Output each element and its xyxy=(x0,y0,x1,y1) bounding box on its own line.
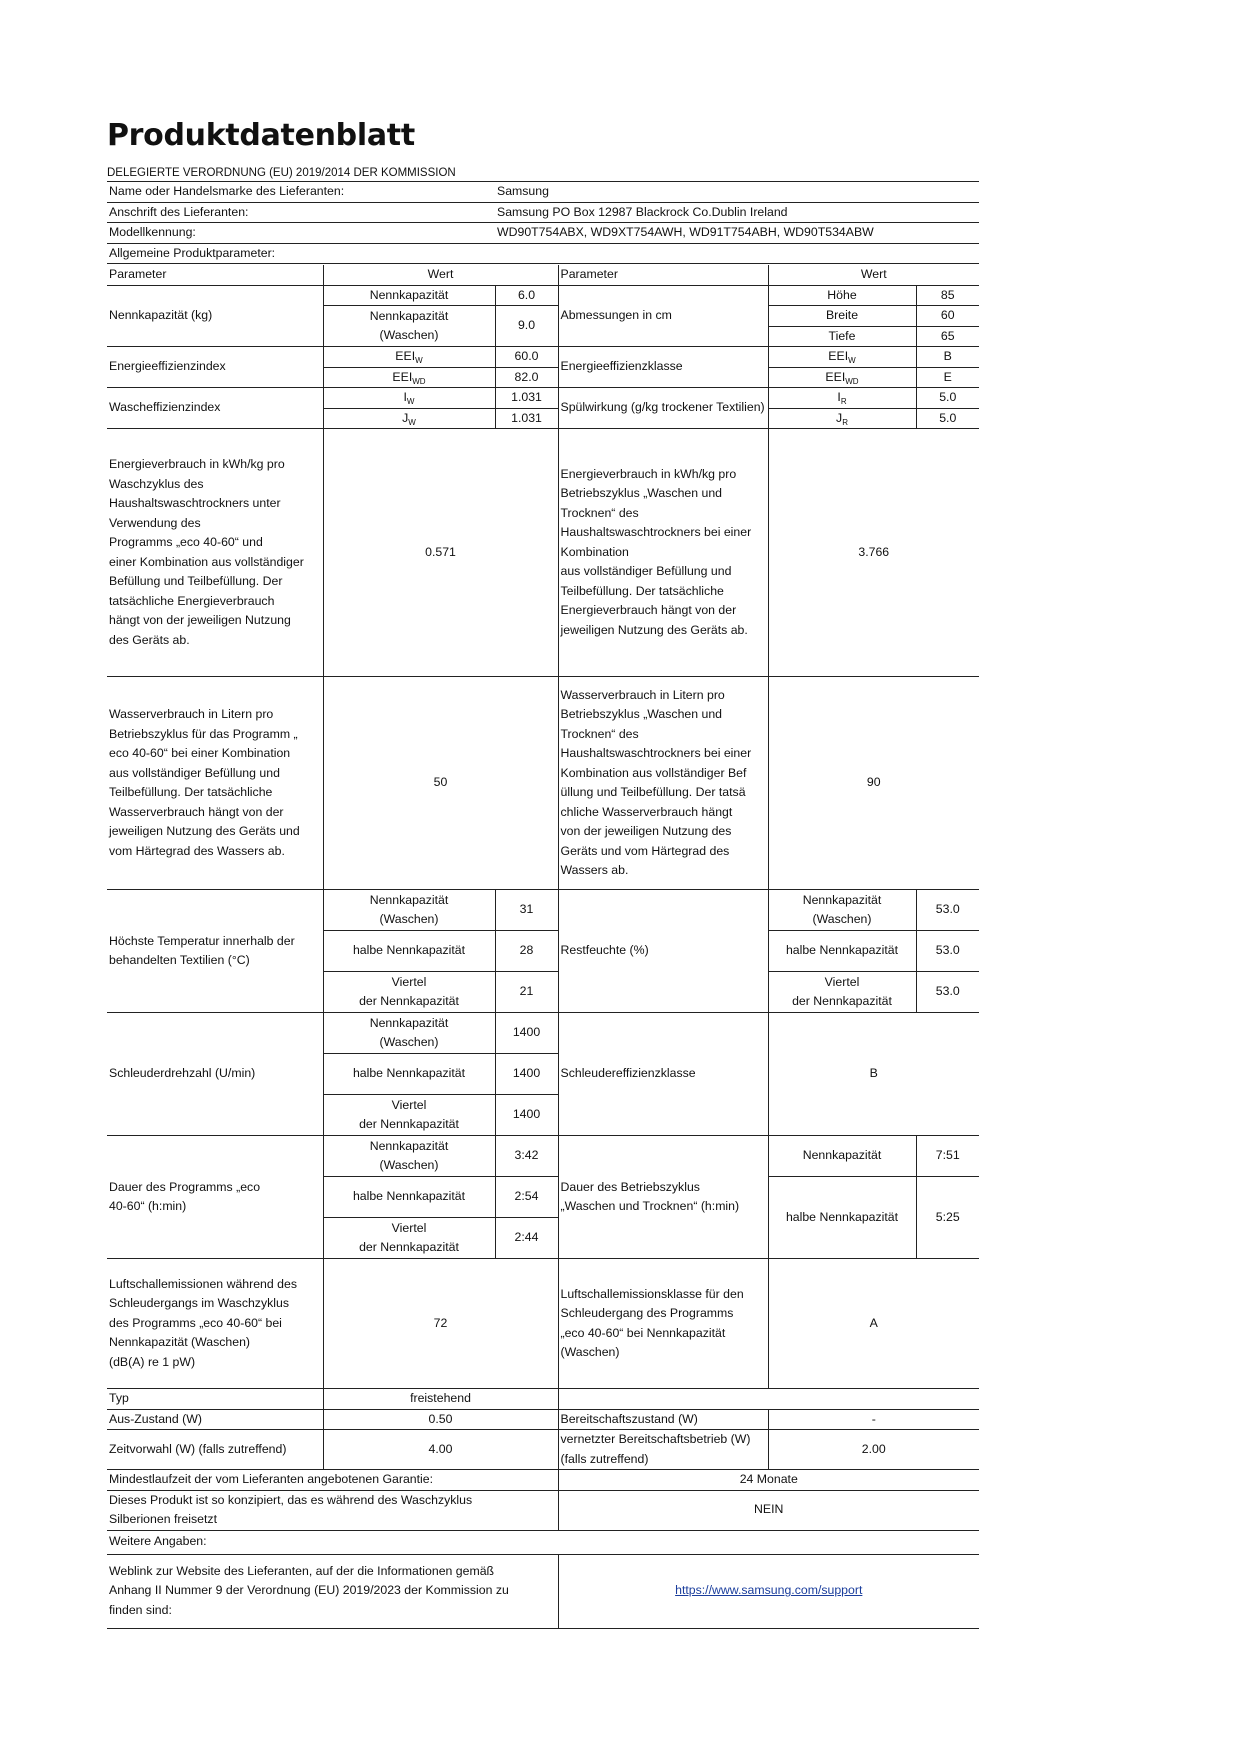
iw-value: 1.031 xyxy=(495,388,558,409)
line: vom Härtegrad des Wassers ab. xyxy=(109,843,285,858)
noise-class-label xyxy=(558,1259,768,1389)
empty-cell xyxy=(558,1389,979,1410)
moist-halbe-value: 53.0 xyxy=(935,943,960,958)
line: Silberionen freisetzt xyxy=(109,1512,217,1526)
jw-value: 1.031 xyxy=(495,408,558,429)
line: Anhang II Nummer 9 der Verordnung (EU) 2019/2023 der Kommission zu xyxy=(109,1583,509,1598)
line: aus vollständiger Befüllung und xyxy=(109,765,280,780)
height-label: Höhe xyxy=(768,285,916,306)
table-row xyxy=(107,890,979,931)
line: Nennkapazität xyxy=(369,1015,449,1030)
delay-value: 4.00 xyxy=(323,1430,558,1470)
symbol: J xyxy=(836,410,843,425)
line: (dB(A) re 1 pW) xyxy=(109,1354,196,1369)
line: Kombination aus vollständiger Bef xyxy=(560,765,747,780)
energy-left-value: 0.571 xyxy=(323,429,558,677)
support-link[interactable]: https://www.samsung.com/support xyxy=(675,1583,863,1598)
line: Wasserverbrauch in Litern pro xyxy=(560,687,725,702)
weblink-cell xyxy=(558,1554,979,1628)
eeiw-label xyxy=(323,347,495,368)
table-row xyxy=(107,1259,979,1389)
parameter-table xyxy=(107,265,979,1629)
eeiwd-class-value: E xyxy=(943,369,952,384)
table-row xyxy=(107,202,979,223)
regulation-subtitle: DELEGIERTE VERORDNUNG (EU) 2019/2014 DER KOMMISSION xyxy=(107,167,456,179)
spin-halbe-value: 1400 xyxy=(495,1054,558,1095)
width-value: 60 xyxy=(940,308,955,322)
symbol: I xyxy=(837,390,841,404)
cycle-nenn-label: Nennkapazität xyxy=(768,1136,916,1177)
warranty-label: Mindestlaufzeit der vom Lieferanten angebotenen Garantie: xyxy=(107,1470,558,1491)
moisture-label: Restfeuchte (%) xyxy=(558,890,768,1013)
noise-label xyxy=(107,1259,323,1389)
standby-label: Bereitschaftszustand (W) xyxy=(558,1409,768,1430)
table-row xyxy=(107,1409,979,1430)
line: Haushaltswaschtrockners bei einer xyxy=(560,746,752,760)
type-value: freistehend xyxy=(323,1389,558,1410)
jw-label xyxy=(323,408,495,429)
eeiw-class-label xyxy=(768,347,916,368)
line: Energieverbrauch in kWh/kg pro xyxy=(109,457,285,471)
capacity-nenn-label: Nennkapazität xyxy=(323,285,495,306)
line: behandelten Textilien (°C) xyxy=(109,953,250,967)
table-row xyxy=(107,1013,979,1054)
moist-viertel-value: 53.0 xyxy=(935,984,960,999)
line: Energieverbrauch hängt von der xyxy=(560,603,737,618)
subscript: W xyxy=(406,397,415,406)
line: 40-60“ (h:min) xyxy=(109,1199,187,1213)
cycle-halbe-value: 5:25 xyxy=(935,1209,960,1224)
eeiwd-value: 82.0 xyxy=(495,367,558,388)
line: (falls zutreffend) xyxy=(560,1451,649,1466)
symbol: I xyxy=(403,390,407,404)
table-row xyxy=(107,182,979,203)
type-label: Typ xyxy=(107,1389,323,1410)
line: Betriebszyklus „Waschen und xyxy=(560,486,723,501)
line: Dieses Produkt ist so konzipiert, das es während des Waschzyklus xyxy=(109,1492,473,1507)
spin-class-value: B xyxy=(869,1066,878,1081)
water-left-value: 50 xyxy=(323,677,558,890)
table-header-row xyxy=(107,265,979,285)
depth-label: Tiefe xyxy=(768,326,916,347)
line: Trocknen“ des xyxy=(560,505,639,520)
line: Betriebszyklus für das Programm „ xyxy=(109,726,298,741)
rinse-label: Spülwirkung (g/kg trockener Textilien) xyxy=(558,388,768,429)
line: chliche Wasserverbrauch hängt xyxy=(560,804,733,819)
line: Weblink zur Website des Lieferanten, auf der die Informationen gemäß xyxy=(109,1563,495,1578)
line: „eco 40-60“ bei Nennkapazität xyxy=(560,1325,726,1340)
line: (Waschen) xyxy=(379,1158,439,1172)
standby-value: - xyxy=(871,1411,876,1426)
line: Schleudergangs im Waschzyklus xyxy=(109,1296,289,1311)
eei-label: Energieeffizienzindex xyxy=(107,347,323,388)
temperature-label xyxy=(107,890,323,1013)
silver-value: NEIN xyxy=(754,1502,784,1517)
spin-halbe-label: halbe Nennkapazität xyxy=(323,1054,495,1095)
model-label: Modellkennung: xyxy=(109,225,196,239)
dur-halbe-label: halbe Nennkapazität xyxy=(323,1177,495,1218)
temp-nenn-label xyxy=(323,890,495,931)
table-row xyxy=(107,243,979,264)
line: jeweiligen Nutzung des Geräts und xyxy=(109,824,300,838)
table-row xyxy=(107,1430,979,1470)
jr-label xyxy=(768,408,916,429)
line: des Programms „eco 40-60“ bei xyxy=(109,1315,282,1330)
eeiw-class-value: B xyxy=(943,349,952,363)
line: Luftschallemissionsklasse für den xyxy=(560,1286,744,1301)
table-row xyxy=(107,1136,979,1177)
temp-viertel-value: 21 xyxy=(495,972,558,1013)
product-data-sheet xyxy=(107,118,979,1629)
line: Dauer des Betriebszyklus xyxy=(560,1179,700,1194)
line: Befüllung und Teilbefüllung. Der xyxy=(109,574,283,588)
depth-value: 65 xyxy=(940,328,955,343)
symbol: EEI xyxy=(392,369,413,384)
subscript: R xyxy=(842,417,848,427)
table-row xyxy=(107,1389,979,1410)
weblink-label xyxy=(107,1554,558,1628)
ir-label xyxy=(768,388,916,409)
symbol: EEI xyxy=(828,349,849,363)
dur-nenn-label xyxy=(323,1136,495,1177)
line: Betriebszyklus „Waschen und xyxy=(560,707,723,721)
line: Verwendung des xyxy=(109,515,201,530)
subscript: W xyxy=(408,417,416,427)
subscript: R xyxy=(840,397,847,406)
energy-left-label xyxy=(107,429,323,677)
temp-viertel-label xyxy=(323,972,495,1013)
spin-label: Schleuderdrehzahl (U/min) xyxy=(107,1013,323,1136)
header-parameter-left: Parameter xyxy=(107,265,323,285)
line: finden sind: xyxy=(109,1602,172,1617)
line: Teilbefüllung. Der tatsächliche xyxy=(560,583,724,598)
line: Nennkapazität xyxy=(369,1138,449,1153)
moist-viertel-label xyxy=(768,972,916,1013)
table-row xyxy=(107,223,979,244)
line: Nennkapazität xyxy=(802,892,882,907)
height-value: 85 xyxy=(940,287,955,302)
capacity-wash-label xyxy=(323,306,495,347)
table-row xyxy=(107,285,979,306)
header-value-left: Wert xyxy=(323,265,558,285)
eei-class-label: Energieeffizienzklasse xyxy=(558,347,768,388)
eeiw-value: 60.0 xyxy=(495,347,558,368)
line: von der jeweiligen Nutzung des xyxy=(560,824,732,838)
dur-viertel-label xyxy=(323,1218,495,1259)
line: Viertel xyxy=(391,974,427,989)
symbol: J xyxy=(402,410,409,425)
line: Höchste Temperatur innerhalb der xyxy=(109,933,295,948)
line: der Nennkapazität xyxy=(359,994,459,1008)
delay-label: Zeitvorwahl (W) (falls zutreffend) xyxy=(107,1430,323,1470)
table-row xyxy=(107,1554,979,1628)
capacity-nenn-value: 6.0 xyxy=(495,285,558,306)
general-parameters-label: Allgemeine Produktparameter: xyxy=(109,245,276,260)
moist-nenn-value: 53.0 xyxy=(935,902,960,917)
supplier-address-label: Anschrift des Lieferanten: xyxy=(109,204,249,219)
header-value-right: Wert xyxy=(860,267,887,281)
line: Wasserverbrauch in Litern pro xyxy=(109,707,274,721)
water-left-label xyxy=(107,677,323,890)
line: Wassers ab. xyxy=(560,863,629,877)
line: Geräts und vom Härtegrad des xyxy=(560,843,730,858)
further-info-label: Weitere Angaben: xyxy=(109,1534,207,1549)
subscript: W xyxy=(415,356,423,365)
line: (Waschen) xyxy=(560,1345,620,1359)
line: Viertel xyxy=(824,974,860,989)
supplier-name-value: Samsung xyxy=(497,184,549,198)
supplier-table xyxy=(107,181,979,264)
warranty-value: 24 Monate xyxy=(739,1472,798,1486)
line: Haushaltswaschtrockners unter xyxy=(109,496,281,510)
iw-label xyxy=(323,388,495,409)
subscript: WD xyxy=(845,376,859,386)
line: (Waschen) xyxy=(379,328,439,342)
line: Nennkapazität xyxy=(369,892,449,907)
temp-nenn-value: 31 xyxy=(495,890,558,931)
line: Dauer des Programms „eco xyxy=(109,1179,261,1194)
line: Wasserverbrauch hängt von der xyxy=(109,804,284,819)
header-parameter-right: Parameter xyxy=(558,265,768,285)
table-row xyxy=(107,1490,979,1530)
table-row xyxy=(107,677,979,890)
dur-nenn-value: 3:42 xyxy=(495,1136,558,1177)
off-mode-label: Aus-Zustand (W) xyxy=(107,1409,323,1430)
line: (Waschen) xyxy=(379,1035,439,1049)
cycle-halbe-label: halbe Nennkapazität xyxy=(768,1177,916,1259)
supplier-address-value: Samsung PO Box 12987 Blackrock Co.Dublin Ireland xyxy=(497,204,788,219)
line: (Waschen) xyxy=(379,912,439,926)
subscript: WD xyxy=(412,376,426,386)
table-row xyxy=(107,1470,979,1491)
spin-viertel-value: 1400 xyxy=(495,1095,558,1136)
silver-label xyxy=(107,1490,558,1530)
width-label: Breite xyxy=(768,306,916,327)
line: (Waschen) xyxy=(812,912,872,926)
table-row xyxy=(107,388,979,409)
line: des Geräts ab. xyxy=(109,632,190,647)
line: Programms „eco 40-60“ und xyxy=(109,535,263,549)
water-right-label xyxy=(558,677,768,890)
networked-value: 2.00 xyxy=(861,1441,886,1456)
line: tatsächliche Energieverbrauch xyxy=(109,593,275,608)
page-title: Produktdatenblatt xyxy=(107,118,415,153)
line: der Nennkapazität xyxy=(359,1240,459,1254)
line: Trocknen“ des xyxy=(560,726,639,741)
line: eco 40-60“ bei einer Kombination xyxy=(109,746,291,760)
networked-label xyxy=(558,1430,768,1470)
spin-nenn-label xyxy=(323,1013,495,1054)
line: der Nennkapazität xyxy=(792,994,892,1008)
line: Kombination xyxy=(560,544,629,559)
dimensions-label: Abmessungen in cm xyxy=(558,285,768,347)
eeiwd-label xyxy=(323,367,495,388)
line: Luftschallemissionen während des xyxy=(109,1276,297,1291)
spin-class-label: Schleudereffizienzklasse xyxy=(558,1013,768,1136)
table-row xyxy=(107,1530,979,1554)
line: Nennkapazität (Waschen) xyxy=(109,1335,251,1350)
jr-value: 5.0 xyxy=(939,410,957,425)
line: aus vollständiger Befüllung und xyxy=(560,564,732,579)
symbol: EEI xyxy=(825,369,846,384)
symbol: EEI xyxy=(395,349,416,363)
energy-right-value: 3.766 xyxy=(858,544,890,559)
line: vernetzter Bereitschaftsbetrieb (W) xyxy=(560,1432,751,1446)
supplier-name-label: Name oder Handelsmarke des Lieferanten: xyxy=(109,184,345,198)
line: Nennkapazität xyxy=(369,308,449,323)
table-row xyxy=(107,347,979,368)
wash-index-label: Wascheffizienzindex xyxy=(107,388,323,429)
line: Viertel xyxy=(391,1097,427,1112)
eeiwd-class-label xyxy=(768,367,916,388)
line: einer Kombination aus vollständiger xyxy=(109,554,304,569)
duration-label xyxy=(107,1136,323,1259)
dur-halbe-value: 2:54 xyxy=(495,1177,558,1218)
capacity-wash-value: 9.0 xyxy=(495,306,558,347)
line: Waschzyklus des xyxy=(109,476,204,491)
noise-value: 72 xyxy=(323,1259,558,1389)
water-right-value: 90 xyxy=(866,775,881,790)
line: hängt von der jeweiligen Nutzung xyxy=(109,613,291,627)
line: Viertel xyxy=(391,1220,427,1235)
energy-right-label xyxy=(558,429,768,677)
cycle-nenn-value: 7:51 xyxy=(935,1148,960,1163)
moist-nenn-label xyxy=(768,890,916,931)
temp-halbe-label: halbe Nennkapazität xyxy=(323,931,495,972)
ir-value: 5.0 xyxy=(939,390,957,404)
subscript: W xyxy=(848,356,856,365)
line: üllung und Teilbefüllung. Der tatsä xyxy=(560,785,746,799)
capacity-label: Nennkapazität (kg) xyxy=(107,285,323,347)
noise-class-value: A xyxy=(869,1315,878,1330)
spin-viertel-label xyxy=(323,1095,495,1136)
model-value: WD90T754ABX, WD9XT754AWH, WD91T754ABH, WD90T534ABW xyxy=(497,225,874,239)
off-mode-value: 0.50 xyxy=(323,1409,558,1430)
spin-nenn-value: 1400 xyxy=(495,1013,558,1054)
line: der Nennkapazität xyxy=(359,1117,459,1131)
line: Haushaltswaschtrockners bei einer xyxy=(560,525,752,540)
line: Teilbefüllung. Der tatsächliche xyxy=(109,785,273,799)
line: jeweiligen Nutzung des Geräts ab. xyxy=(560,622,748,637)
line: „Waschen und Trocknen“ (h:min) xyxy=(560,1199,740,1213)
line: Energieverbrauch in kWh/kg pro xyxy=(560,466,737,481)
temp-halbe-value: 28 xyxy=(495,931,558,972)
cycle-duration-label xyxy=(558,1136,768,1259)
dur-viertel-value: 2:44 xyxy=(495,1218,558,1259)
line: Schleudergang des Programms xyxy=(560,1306,734,1320)
table-row xyxy=(107,429,979,677)
moist-halbe-label: halbe Nennkapazität xyxy=(768,931,916,972)
